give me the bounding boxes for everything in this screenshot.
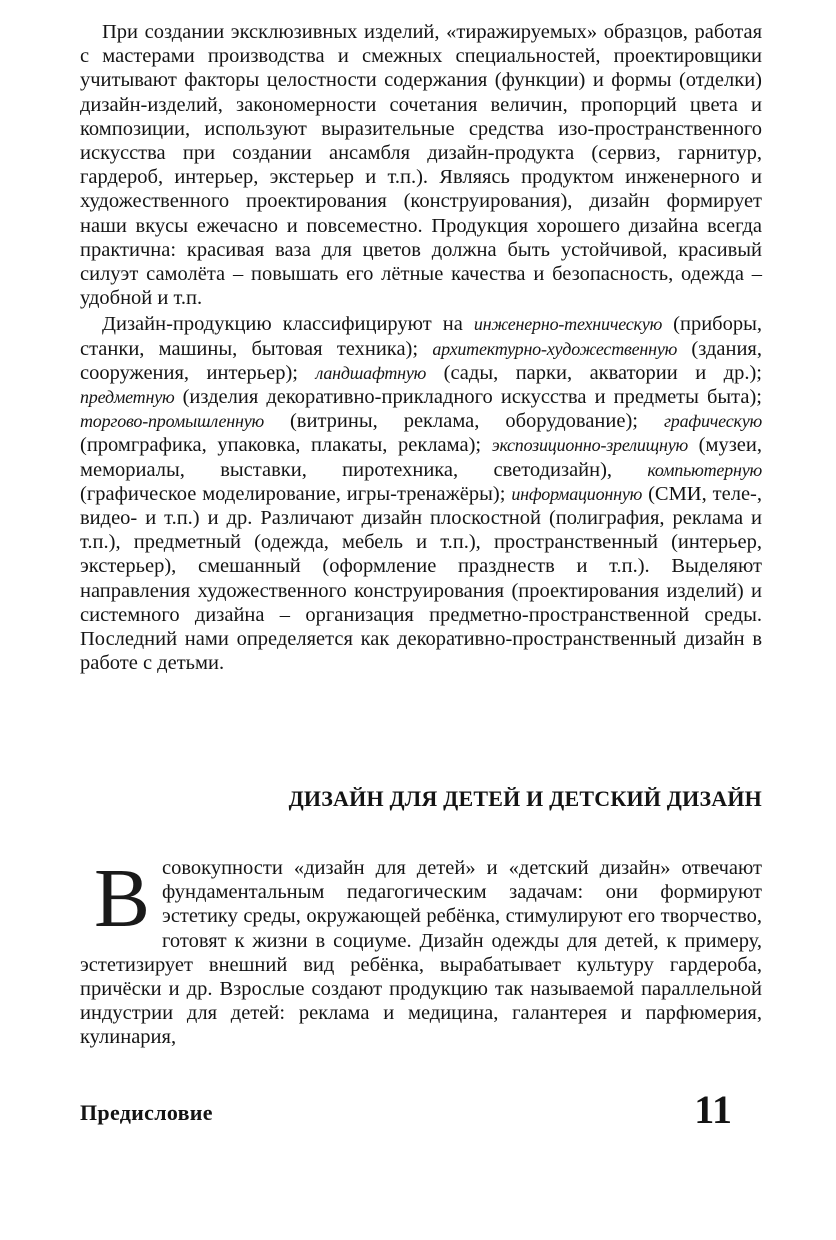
text-run: (приборы, станки, машины, бытовая техника); <box>80 313 762 360</box>
italic-term: графическую <box>663 411 762 432</box>
paragraph-intro: При создании эксклюзивных изделий, «тиражируемых» образцов, работая с мастерами производства и смежных специальностей, проектировщики учитывают факторы целостности содержания (функции) и формы (отделки) дизайн-изделий, закономерности сочетания величин, пропорций цвета и композиции, используют выразительные средства изо-пространственного искусства при создании ансамбля дизайн-продукта (сервиз, гарнитур, гардероб, интерьер, экстерьер и т.п.). Являясь продуктом инженерного и художественного проектирования (конструирования), дизайн формирует наши вкусы ежечасно и повсеместно. Продукция хорошего дизайна всегда практична: красивая ваза для цветов должна быть устойчивой, красивый силуэт самолёта – повышать его лётные качества и безопасность, одежда – удобной и т.п. <box>80 21 762 310</box>
section-body <box>80 852 762 1050</box>
running-title: Предисловие <box>80 1100 213 1125</box>
section-text: совокупности «дизайн для детей» и «детский дизайн» отвечают фундаментальным педагогическим задачам: они формируют эстетику среды, окружающей ребёнка, стимулируют его творчество, готовят к жизни в социуме. Дизайн одежды для детей, к примеру, эстетизирует внешний вид ребёнка, вырабатывает культуру гардероба, причёски и др. Взрослые создают продукцию так называемой параллельной индустрии для детей: реклама и медицина, галантерея и парфюмерия, кулинария, <box>80 857 762 1049</box>
section-heading: ДИЗАЙН ДЛЯ ДЕТЕЙ И ДЕТСКИЙ ДИЗАЙН <box>288 786 762 811</box>
italic-term: компьютерную <box>647 459 762 480</box>
text-run: (здания, сооружения, интерьер); <box>80 337 762 384</box>
drop-cap: В <box>94 852 151 945</box>
body-text <box>80 20 762 675</box>
italic-term: архитектурно-художественную <box>432 338 678 359</box>
text-run: (сады, парки, акватории и др.); <box>426 361 762 384</box>
text-run: (СМИ, теле-, видео- и т.п.) и др. Различают дизайн плоскостной (полиграфия, реклама и т.п.), предметный (одежда, мебель и т.п.), пространственный (интерьер, экстерьер), смешанный (оформление празднеств и т.п.). Выделяют направления художественного конструирования (проектирования изделий) и системного дизайна – организация предметно-пространственной среды. Последний нами определяется как декоративно-пространственный дизайн в работе с детьми. <box>80 482 762 675</box>
italic-term: экспозиционно-зрелищную <box>491 435 689 456</box>
italic-term: торгово-промышленную <box>80 411 264 432</box>
italic-term: предметную <box>80 387 175 408</box>
page-number: 11 <box>694 1087 732 1132</box>
paragraph-classification <box>80 312 762 675</box>
text-run: (изделия декоративно-прикладного искусства и предметы быта); <box>174 386 762 409</box>
text-run: (музеи, мемориалы, выставки, пиротехника, светодизайн), <box>80 434 763 481</box>
text-run: (графическое моделирование, игры-тренажёры); <box>80 482 512 505</box>
text-run: (витрины, реклама, оборудование); <box>264 410 664 433</box>
text-run: (промграфика, упаковка, плакаты, реклама); <box>80 434 492 457</box>
italic-term: инженерно-техническую <box>473 314 663 335</box>
italic-term: информационную <box>511 483 643 504</box>
paragraph-section <box>80 852 762 1050</box>
italic-term: ландшафтную <box>315 362 427 383</box>
text-run: Дизайн-продукцию классифицируют на <box>102 313 474 336</box>
